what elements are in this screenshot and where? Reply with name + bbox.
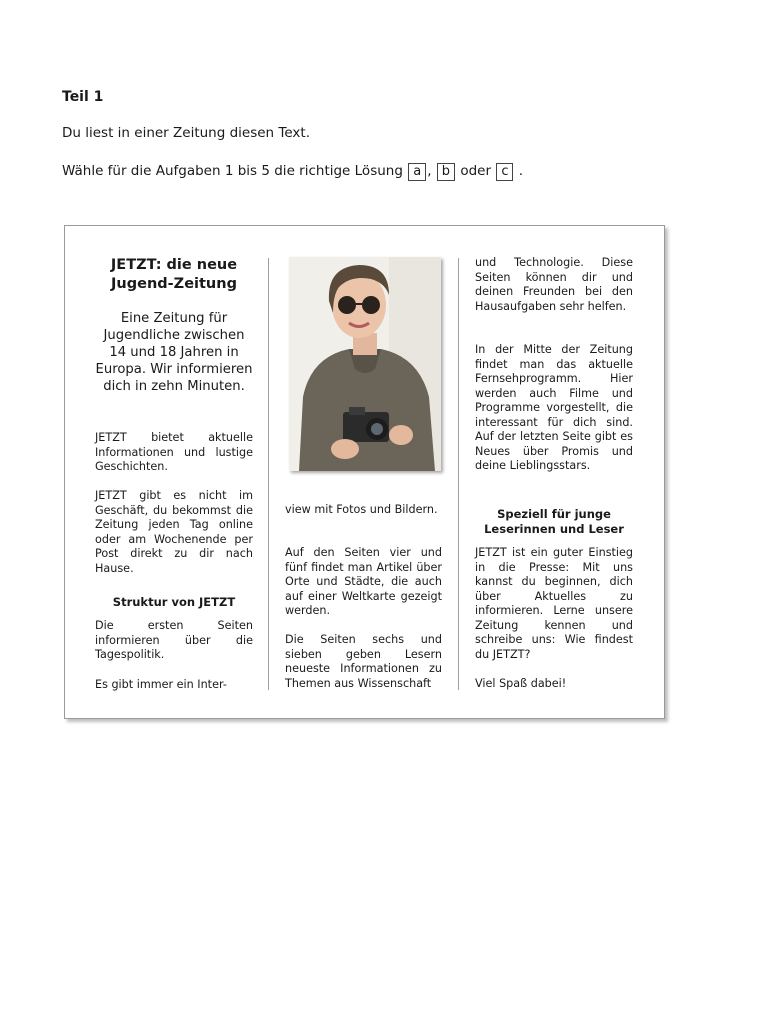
article-paragraph: Die ersten Seiten informieren über die Tagespolitik. — [95, 619, 253, 661]
instruction-main: Wähle für die Aufgaben 1 bis 5 die richtige Lösung — [62, 163, 403, 179]
article-subheading: Struktur von JETZT — [112, 595, 236, 609]
option-separator-comma: , — [427, 163, 432, 179]
article-paragraph: view mit Fotos und Bildern. — [285, 503, 438, 516]
option-a-box: a — [408, 163, 426, 181]
photo-illustration — [289, 257, 441, 471]
column-divider-1 — [268, 258, 269, 690]
article-paragraph: In der Mitte der Zeitung findet man das aktuelle Fernsehprogramm. Hier werden auch Filme und Programme vorgestellt, die interessant für dich sind. Auf der letzten Seite gibt es Neues über Promis und deine Lieblingsstars. — [475, 343, 633, 472]
girl-with-camera-photo — [289, 257, 441, 471]
article-paragraph: JETZT bietet aktuelle Informationen und lustige Geschichten. — [95, 431, 253, 473]
newspaper-article — [64, 225, 665, 719]
article-paragraph: Auf den Seiten vier und fünf findet man Artikel über Orte und Städte, die auch auf einer Weltkarte gezeigt werden. — [285, 546, 442, 617]
article-title: JETZT: die neue Jugend-Zeitung — [110, 257, 238, 292]
article-subheading: Speziell für junge Leserinnen und Leser — [484, 507, 624, 536]
article-paragraph: JETZT gibt es nicht im Geschäft, du bekommst die Zeitung jeden Tag online oder am Wochenende per Post direkt zu dir nach Hause. — [95, 489, 253, 575]
instruction-text — [62, 163, 523, 181]
article-paragraph: Es gibt immer ein Inter- — [95, 678, 227, 691]
section-heading: Teil 1 — [62, 89, 104, 105]
article-lead: Eine Zeitung für Jugendliche zwischen 14 und 18 Jahren in Europa. Wir informieren dich in zehn Minuten. — [95, 311, 253, 394]
article-closing: Viel Spaß dabei! — [475, 677, 567, 690]
column-divider-2 — [458, 258, 459, 690]
article-paragraph: und Technologie. Diese Seiten können dir und deinen Freunden bei den Hausaufgaben sehr helfen. — [475, 256, 633, 313]
article-paragraph: Die Seiten sechs und sieben geben Lesern neueste Informationen zu Themen aus Wissenschaft — [285, 633, 442, 690]
option-b-box: b — [437, 163, 455, 181]
article-paragraph: JETZT ist ein guter Einstieg in die Presse: Mit uns kannst du beginnen, dich über Aktuelles zu informieren. Lerne unsere Zeitung kennen und schreibe uns: Wie findest du JETZT? — [475, 546, 633, 661]
intro-text: Du liest in einer Zeitung diesen Text. — [62, 125, 311, 141]
option-separator-oder: oder — [460, 163, 492, 179]
instruction-end: . — [518, 163, 524, 179]
option-c-box: c — [496, 163, 513, 181]
